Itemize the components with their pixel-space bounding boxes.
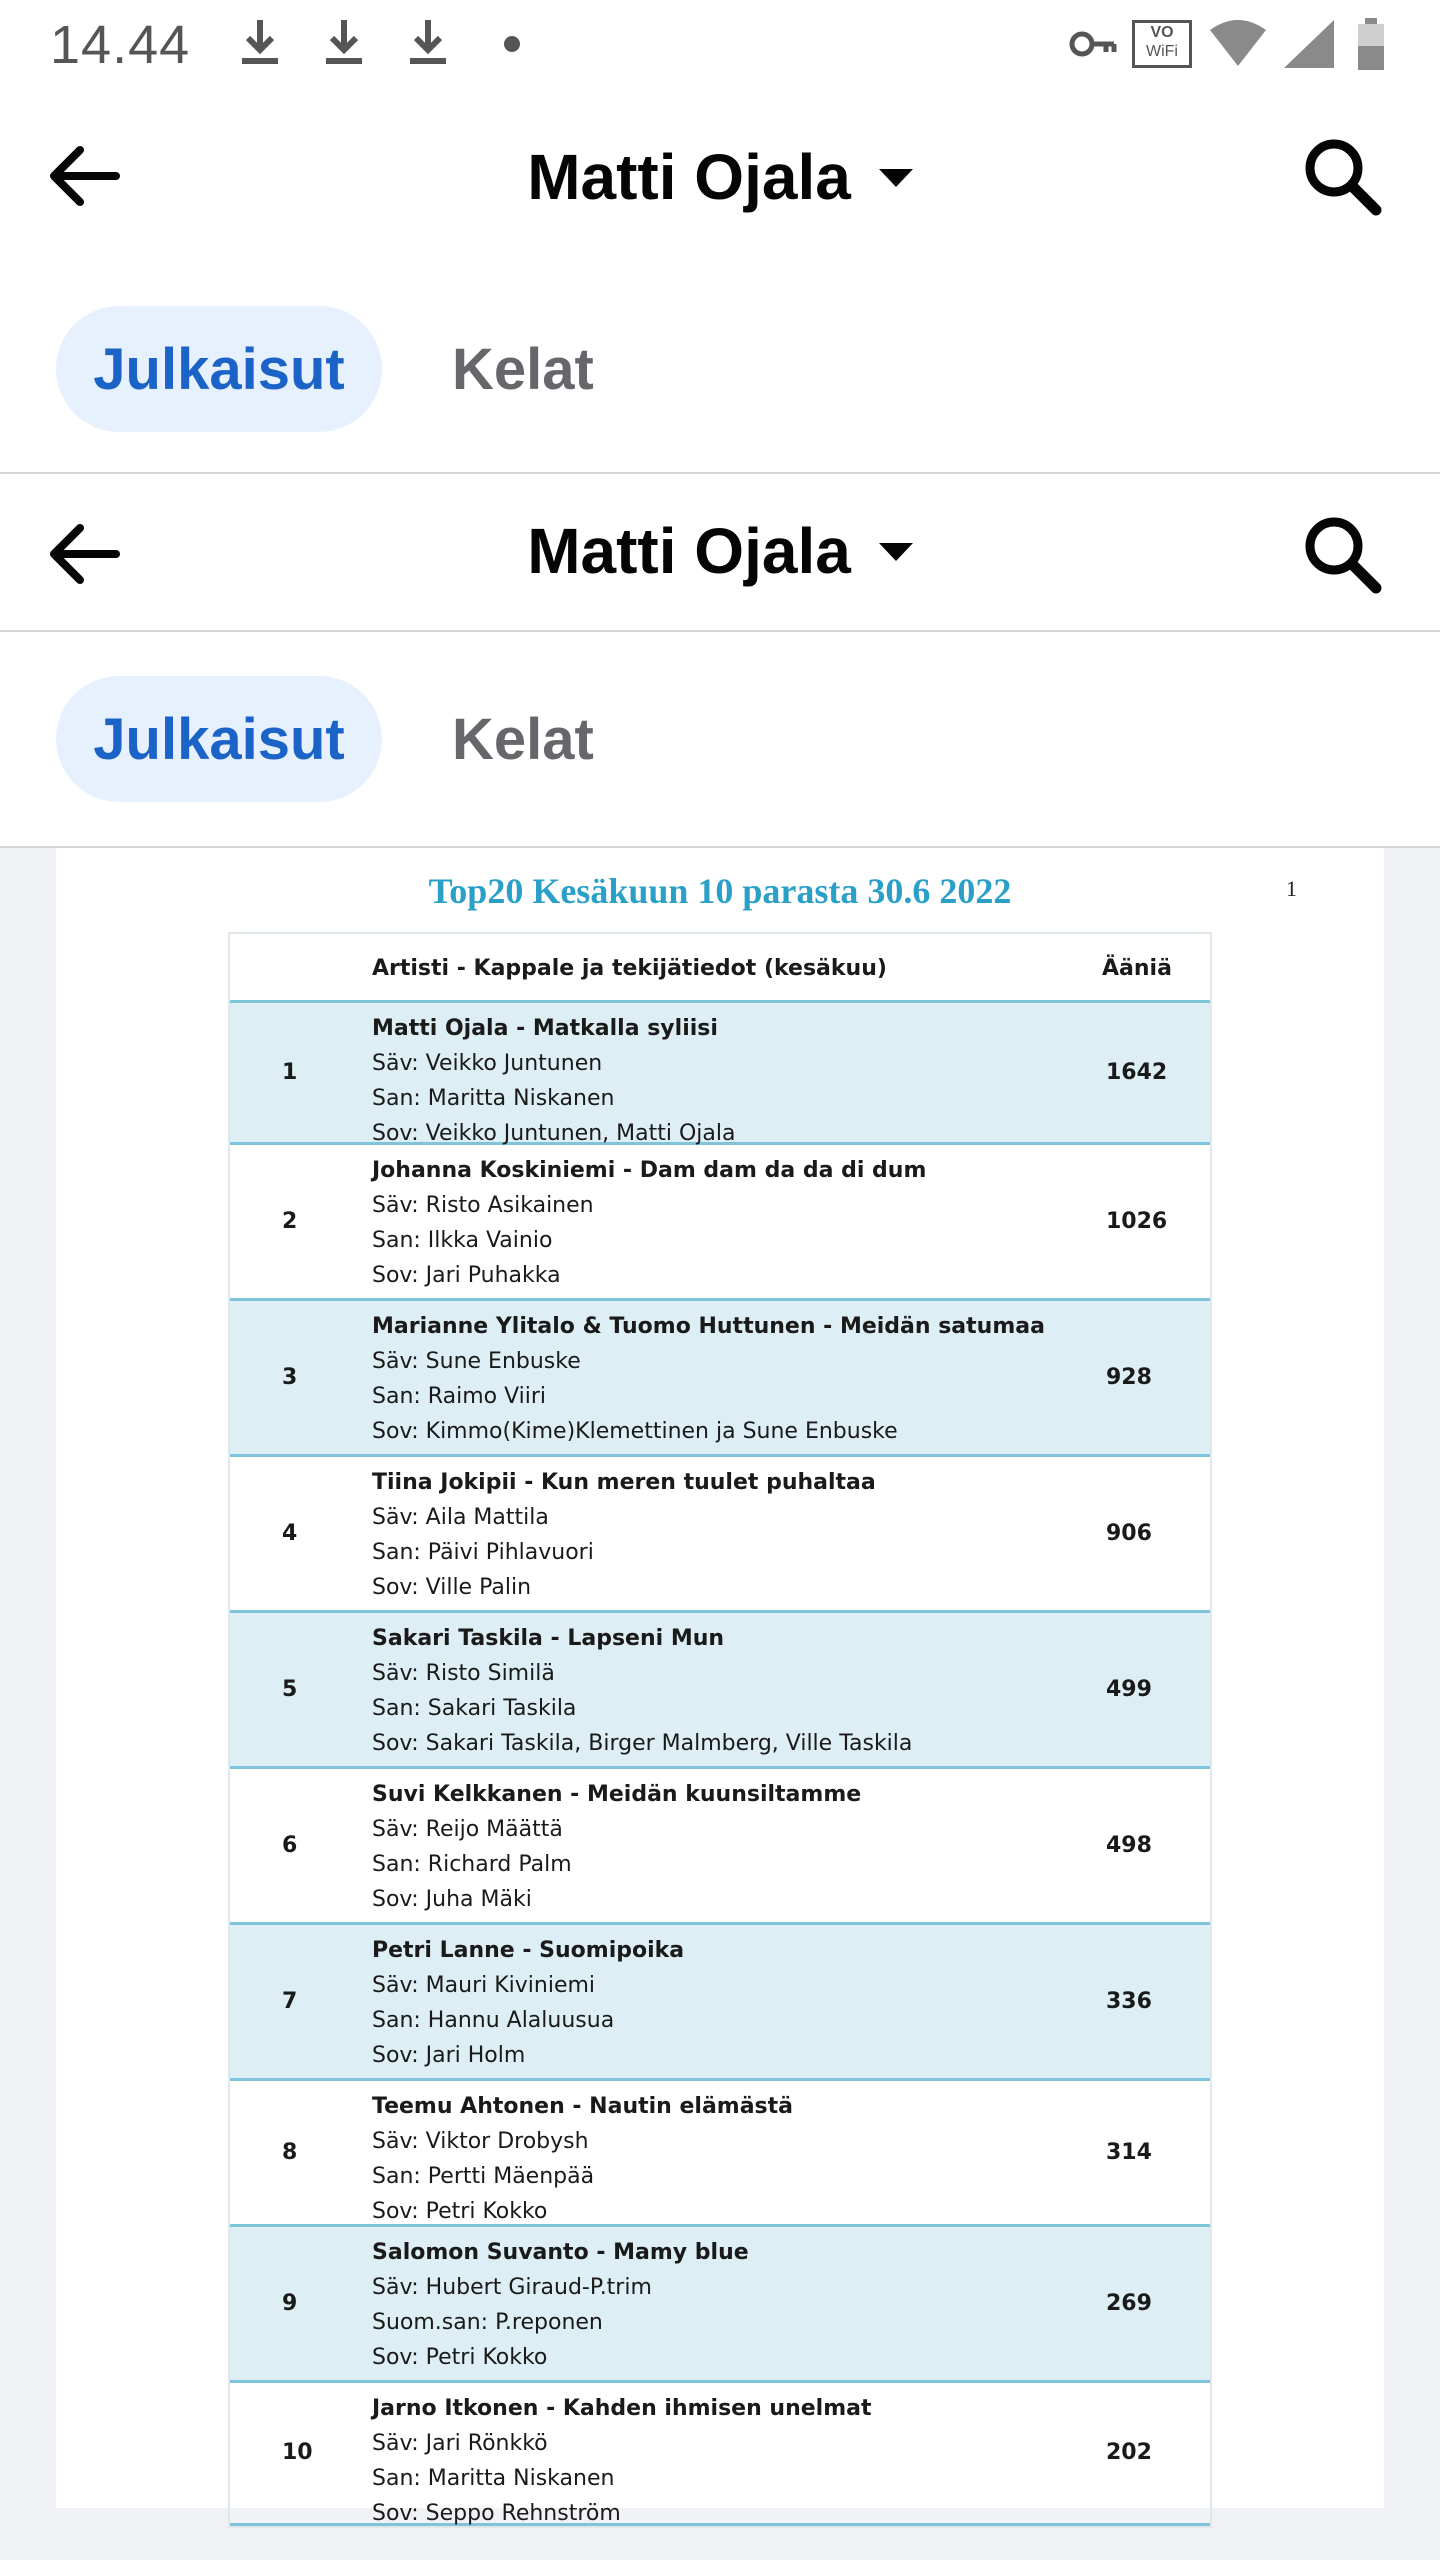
row-arranger: Sov: Petri Kokko: [372, 2199, 548, 2224]
vowifi-line2: WiFi: [1146, 43, 1178, 60]
row-artist-song: Salomon Suvanto - Mamy blue: [372, 2240, 749, 2265]
content-tabs-duplicate: [0, 632, 1440, 848]
row-artist-song: Matti Ojala - Matkalla syliisi: [372, 1016, 718, 1041]
download-icon: [398, 14, 458, 74]
row-info: [372, 1933, 684, 2073]
tab-kelat[interactable]: Kelat: [452, 336, 594, 402]
wifi-icon: [1208, 16, 1268, 72]
row-votes: 499: [1106, 1677, 1152, 1702]
row-composer: Säv: Jari Rönkkö: [372, 2431, 548, 2456]
row-arranger: Sov: Petri Kokko: [372, 2345, 548, 2370]
row-artist-song: Jarno Itkonen - Kahden ihmisen unelmat: [372, 2396, 872, 2421]
post-image-area: [0, 848, 1440, 2560]
row-rank: 2: [282, 1209, 298, 1234]
row-artist-song: Teemu Ahtonen - Nautin elämästä: [372, 2094, 794, 2119]
row-info: [372, 2089, 793, 2229]
row-lyricist: San: Richard Palm: [372, 1852, 572, 1877]
search-icon[interactable]: [1300, 512, 1384, 596]
download-icon: [314, 14, 374, 74]
row-rank: 8: [282, 2140, 298, 2165]
row-lyricist: San: Sakari Taskila: [372, 1696, 577, 1721]
row-lyricist: San: Pertti Mäenpää: [372, 2164, 595, 2189]
vowifi-line1: VO: [1150, 24, 1174, 41]
row-artist-song: Johanna Koskiniemi - Dam dam da da di dum: [372, 1158, 927, 1183]
table-header: [230, 934, 1210, 1003]
row-rank: 9: [282, 2291, 298, 2316]
row-info: [372, 1465, 876, 1605]
row-arranger: Sov: Juha Mäki: [372, 1887, 532, 1912]
battery-icon: [1356, 16, 1386, 72]
page-title: Matti Ojala: [527, 515, 851, 587]
download-icon: [230, 14, 290, 74]
row-info: [372, 1309, 1045, 1449]
row-composer: Säv: Reijo Määttä: [372, 1817, 563, 1842]
top-list-table: [228, 932, 1212, 2528]
table-row: [230, 1003, 1210, 1145]
header-votes: Ääniä: [1102, 956, 1172, 981]
row-composer: Säv: Hubert Giraud-P.trim: [372, 2275, 652, 2300]
row-rank: 4: [282, 1521, 298, 1546]
row-lyricist: Suom.san: P.reponen: [372, 2310, 603, 2335]
row-rank: 7: [282, 1989, 298, 2014]
content-tabs: [0, 264, 1440, 474]
row-composer: Säv: Sune Enbuske: [372, 1349, 581, 1374]
row-info: [372, 1153, 926, 1293]
row-artist-song: Tiina Jokipii - Kun meren tuulet puhaltaa: [372, 1470, 876, 1495]
status-bar: [0, 0, 1440, 88]
tab-julkaisut[interactable]: Julkaisut: [56, 676, 382, 802]
row-info: [372, 1777, 861, 1917]
row-composer: Säv: Risto Asikainen: [372, 1193, 594, 1218]
row-lyricist: San: Raimo Viiri: [372, 1384, 547, 1409]
table-row: [230, 2081, 1210, 2227]
row-rank: 10: [282, 2440, 313, 2465]
row-rank: 6: [282, 1833, 298, 1858]
vowifi-icon: [1132, 20, 1192, 68]
row-arranger: Sov: Veikko Juntunen, Matti Ojala: [372, 1121, 736, 1146]
row-artist-song: Sakari Taskila - Lapseni Mun: [372, 1626, 725, 1651]
row-artist-song: Petri Lanne - Suomipoika: [372, 1938, 685, 1963]
app-bar: [0, 88, 1440, 266]
row-arranger: Sov: Jari Puhakka: [372, 1263, 561, 1288]
row-rank: 1: [282, 1060, 298, 1085]
row-composer: Säv: Risto Similä: [372, 1661, 555, 1686]
row-composer: Säv: Mauri Kiviniemi: [372, 1973, 596, 1998]
row-info: [372, 1621, 912, 1761]
row-lyricist: San: Maritta Niskanen: [372, 2466, 615, 2491]
table-row: [230, 2383, 1210, 2526]
row-votes: 906: [1106, 1521, 1152, 1546]
row-votes: 336: [1106, 1989, 1152, 2014]
row-arranger: Sov: Ville Palin: [372, 1575, 532, 1600]
page-title: Matti Ojala: [527, 141, 851, 213]
row-info: [372, 1011, 735, 1151]
row-artist-song: Marianne Ylitalo & Tuomo Huttunen - Meidän satumaa: [372, 1314, 1045, 1339]
row-rank: 5: [282, 1677, 298, 1702]
table-row: [230, 2227, 1210, 2383]
table-row: [230, 1769, 1210, 1925]
app-bar-duplicate: [0, 476, 1440, 632]
table-row: [230, 1145, 1210, 1301]
row-votes: 202: [1106, 2440, 1152, 2465]
caret-down-icon: [879, 169, 913, 187]
row-composer: Säv: Viktor Drobysh: [372, 2129, 589, 2154]
chart-document[interactable]: [56, 848, 1384, 2526]
page-number: 1: [1286, 876, 1297, 901]
header-artist: Artisti - Kappale ja tekijätiedot (kesäkuu): [372, 956, 887, 981]
row-lyricist: San: Hannu Alaluusua: [372, 2008, 615, 2033]
search-icon[interactable]: [1300, 134, 1384, 218]
row-arranger: Sov: Jari Holm: [372, 2043, 526, 2068]
row-votes: 498: [1106, 1833, 1152, 1858]
row-artist-song: Suvi Kelkkanen - Meidän kuunsiltamme: [372, 1782, 862, 1807]
document-title: Top20 Kesäkuun 10 parasta 30.6 2022: [428, 871, 1012, 911]
caret-down-icon: [879, 543, 913, 561]
status-time: 14.44: [50, 15, 191, 75]
row-votes: 1642: [1106, 1060, 1168, 1085]
table-row: [230, 1301, 1210, 1457]
cell-signal-icon: [1280, 16, 1336, 72]
vpn-key-icon: [1068, 16, 1118, 72]
row-info: [372, 2391, 872, 2531]
row-rank: 3: [282, 1365, 298, 1390]
table-row: [230, 1925, 1210, 2081]
profile-name-dropdown[interactable]: [0, 140, 1440, 214]
row-composer: Säv: Veikko Juntunen: [372, 1051, 603, 1076]
row-arranger: Sov: Kimmo(Kime)Klemettinen ja Sune Enbuske: [372, 1419, 898, 1444]
row-votes: 1026: [1106, 1209, 1168, 1234]
row-composer: Säv: Aila Mattila: [372, 1505, 549, 1530]
row-arranger: Sov: Sakari Taskila, Birger Malmberg, Ville Taskila: [372, 1731, 913, 1756]
row-lyricist: San: Maritta Niskanen: [372, 1086, 615, 1111]
row-arranger: Sov: Seppo Rehnström: [372, 2501, 621, 2526]
row-lyricist: San: Ilkka Vainio: [372, 1228, 553, 1253]
table-row: [230, 1457, 1210, 1613]
row-lyricist: San: Päivi Pihlavuori: [372, 1540, 594, 1565]
tab-kelat[interactable]: Kelat: [452, 706, 594, 772]
table-row: [230, 1613, 1210, 1769]
profile-name-dropdown[interactable]: [0, 514, 1440, 588]
row-votes: 314: [1106, 2140, 1152, 2165]
row-votes: 928: [1106, 1365, 1152, 1390]
notification-dot-icon: [504, 36, 520, 52]
row-votes: 269: [1106, 2291, 1152, 2316]
tab-julkaisut[interactable]: Julkaisut: [56, 306, 382, 432]
row-info: [372, 2235, 749, 2375]
